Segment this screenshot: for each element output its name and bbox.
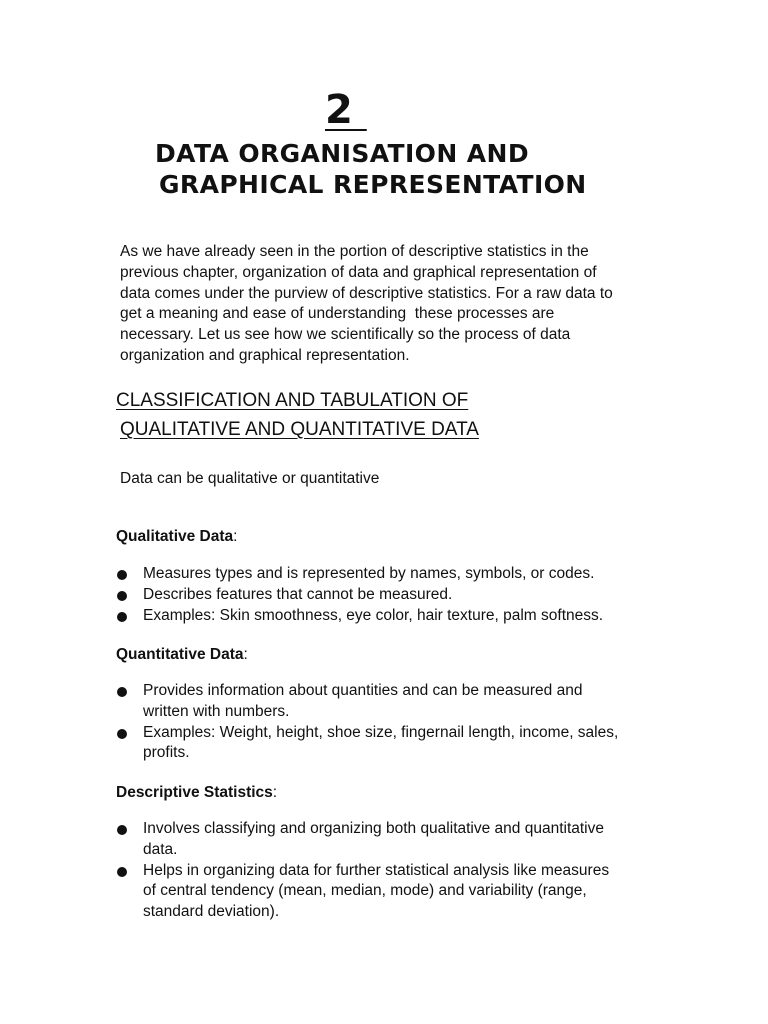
qualitative-heading-colon: : bbox=[233, 528, 238, 545]
bullet-text-continued: profits. bbox=[143, 744, 190, 762]
list-item bbox=[116, 564, 676, 585]
intro-line: As we have already seen in the portion of descriptive statistics in the bbox=[120, 243, 589, 260]
section-heading-line-2: QUALITATIVE AND QUANTITATIVE DATA bbox=[120, 419, 479, 440]
descriptive-bullet-list bbox=[116, 819, 676, 923]
bullet-text: Measures types and is represented by names, symbols, or codes. bbox=[143, 565, 595, 582]
bullet-text-continued: data. bbox=[143, 840, 178, 858]
bullet-text: Involves classifying and organizing both qualitative and quantitative bbox=[143, 820, 604, 837]
bullet-text: Describes features that cannot be measured. bbox=[143, 585, 453, 603]
intro-line: data comes under the purview of descriptive statistics. For a raw data to bbox=[120, 284, 613, 302]
bullet-text: Helps in organizing data for further statistical analysis like measures bbox=[143, 861, 610, 879]
qualitative-heading bbox=[116, 526, 237, 547]
list-item bbox=[116, 861, 676, 923]
bullet-text: Examples: Skin smoothness, eye color, hair texture, palm softness. bbox=[143, 606, 604, 624]
intro-line: previous chapter, organization of data and graphical representation of bbox=[120, 263, 597, 281]
intro-paragraph bbox=[120, 242, 660, 367]
bullet-dot-icon bbox=[117, 825, 127, 835]
list-item bbox=[116, 585, 676, 606]
quantitative-heading-text: Quantitative Data bbox=[116, 646, 244, 663]
chapter-title-line-1: DATA ORGANISATION AND bbox=[155, 139, 529, 168]
bullet-dot-icon bbox=[117, 612, 127, 622]
intro-line: necessary. Let us see how we scientifically so the process of data bbox=[120, 326, 571, 344]
list-item bbox=[116, 819, 676, 861]
quantitative-bullet-list bbox=[116, 681, 676, 764]
bullet-dot-icon bbox=[117, 867, 127, 877]
descriptive-heading-colon: : bbox=[272, 784, 278, 801]
bullet-text-continued: written with numbers. bbox=[143, 702, 290, 720]
bullet-text: Provides information about quantities and can be measured and bbox=[143, 682, 583, 699]
descriptive-statistics-heading bbox=[116, 782, 277, 803]
list-item bbox=[116, 681, 676, 723]
bullet-text: Examples: Weight, height, shoe size, fingernail length, income, sales, bbox=[143, 723, 619, 741]
quantitative-heading-colon: : bbox=[243, 646, 248, 663]
section-heading-line-1: CLASSIFICATION AND TABULATION OF bbox=[116, 390, 469, 411]
qualitative-bullet-list bbox=[116, 564, 676, 626]
chapter-number: 2 bbox=[325, 87, 367, 133]
list-item bbox=[116, 723, 676, 765]
quantitative-heading bbox=[116, 644, 248, 665]
qualitative-heading-text: Qualitative Data bbox=[116, 528, 234, 545]
bullet-text-continued: standard deviation). bbox=[143, 903, 280, 921]
bullet-dot-icon bbox=[117, 591, 127, 601]
intro-line: organization and graphical representation. bbox=[120, 346, 410, 364]
descriptive-heading-text: Descriptive Statistics bbox=[116, 784, 273, 801]
bullet-dot-icon bbox=[117, 570, 127, 580]
bullet-dot-icon bbox=[117, 687, 127, 697]
section-lead-text: Data can be qualitative or quantitative bbox=[120, 470, 380, 487]
intro-line: get a meaning and ease of understanding these processes are bbox=[120, 305, 555, 323]
chapter-title-line-2: GRAPHICAL REPRESENTATION bbox=[159, 170, 587, 199]
bullet-text-continued: of central tendency (mean, median, mode) and variability (range, bbox=[143, 882, 587, 900]
list-item bbox=[116, 606, 676, 627]
bullet-dot-icon bbox=[117, 729, 127, 739]
